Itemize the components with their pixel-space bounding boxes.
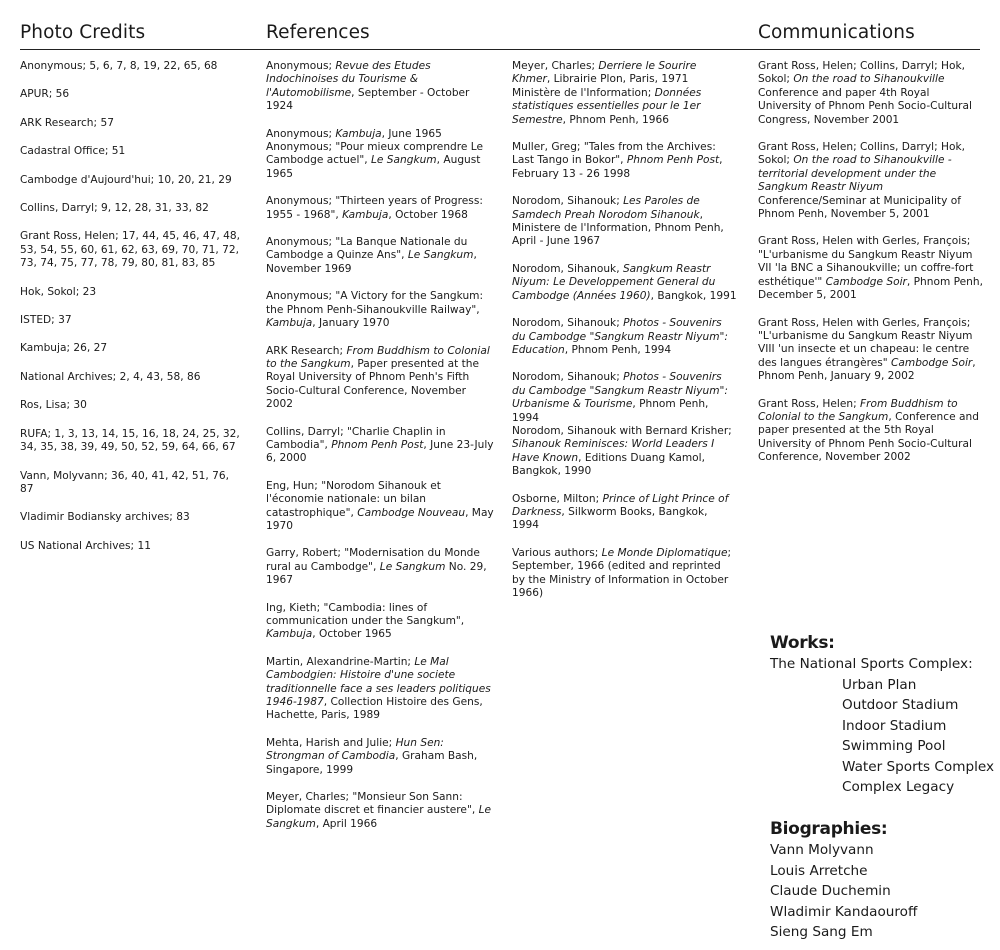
reference-details: , Silkworm Books, Bangkok, 1994 [512, 505, 708, 532]
communication-title: Cambodge Soir [825, 275, 907, 288]
reference-author: Norodom, Sihanouk; [512, 317, 624, 330]
reference-title: Derriere le Sourire Khmer [512, 60, 697, 86]
reference-details: , Graham Bash, Singapore, 1999 [266, 750, 478, 776]
credit-item: Ros, Lisa; 30 [20, 399, 87, 412]
reference-title: Hun Sen: Strongman of Cambodia [266, 736, 444, 763]
reference-title: Cambodge Nouveau [357, 506, 466, 519]
works-item: Urban Plan [842, 676, 917, 693]
reference-author: Anonymous; [266, 127, 336, 140]
reference-author: Collins, Darryl; "Charlie Chaplin in Cambodia", [266, 425, 446, 451]
reference-author: Ing, Kieth; "Cambodia: lines of communication under the Sangkum", [266, 601, 465, 627]
communication-title: Cambodge Soir [891, 356, 973, 369]
communication-author: Grant Ross, Helen; Collins, Darryl; Hok, Sokol; [758, 60, 965, 86]
reference-title: Sihanouk Reminisces: World Leaders I Have Known [512, 438, 715, 464]
reference-author: Garry, Robert; "Modernisation du Monde rural au Cambodge", [266, 547, 480, 573]
works-section [770, 632, 1000, 798]
reference-item [266, 426, 496, 466]
biography-item: Louis Arretche [770, 862, 868, 879]
reference-title: Kambuja [342, 208, 389, 221]
works-item: Complex Legacy [842, 779, 955, 795]
works-intro: The National Sports Complex: [770, 656, 973, 672]
references-list-2 [512, 60, 737, 614]
reference-item [266, 345, 496, 412]
reference-details: , Paper presented at the Royal University of Phnom Penh's Fifth Socio-Cultural Conference, November 2002 [266, 357, 479, 411]
biography-item: Vann Molyvann [770, 842, 874, 858]
biography-item: Sieng Sang Em [770, 924, 873, 940]
reference-details: , April 1966 [315, 817, 378, 830]
credit-item: ARK Research; 57 [20, 116, 114, 129]
communications-list [758, 60, 983, 479]
works-title: Works: [770, 633, 835, 653]
reference-title: Les Paroles de Samdech Preah Norodom Sihanouk [512, 195, 700, 221]
reference-author: Osborne, Milton; [512, 492, 603, 505]
reference-details: , February 13 - 26 1998 [512, 154, 723, 180]
reference-item [266, 602, 496, 642]
reference-details: , Bangkok, 1991 [650, 289, 737, 302]
works-item: Water Sports Complex [842, 758, 995, 775]
biographies-title: Biographies: [770, 819, 888, 839]
credit-item: RUFA; 1, 3, 13, 14, 15, 16, 18, 24, 25, 32, 34, 35, 38, 39, 49, 50, 52, 59, 64, 66, 67 [20, 427, 240, 454]
credit-item: Collins, Darryl; 9, 12, 28, 31, 33, 82 [20, 202, 209, 215]
reference-title: Phnom Penh Post [331, 438, 424, 451]
reference-title: Données statistiques essentielles pour le 1er Semestre [512, 86, 702, 126]
reference-details: , October 1965 [312, 628, 392, 641]
reference-details: , November 1969 [266, 249, 477, 275]
reference-item [266, 128, 496, 182]
reference-details: No. 29, 1967 [266, 560, 487, 587]
communication-author: Grant Ross, Helen with Gerles, François; "L'urbanisme du Sangkum Reastr Niyum VII 'la BNC a Sihanoukville; un coffre-fort esthétique'" [758, 235, 974, 288]
communication-author: Grant Ross, Helen with Gerles, François; "L'urbanisme du Sangkum Reastr Niyum VIII 'un insecte et un chapeau: le centre des langues étrangères" [758, 316, 973, 369]
reference-author: Martin, Alexandrine-Martin; [266, 655, 415, 668]
reference-details: , Phnom Penh, 1994 [564, 343, 672, 356]
communication-title: On the road to Sihanoukville - territorial development under the Sangkum Reastr Niyum [758, 154, 952, 194]
reference-item [512, 263, 737, 303]
reference-details: , Librairie Plon, Paris, 1971 [546, 73, 689, 86]
communication-item [758, 141, 983, 221]
works-item: Indoor Stadium [842, 717, 947, 734]
works-list [770, 675, 1000, 798]
communication-details: , Conference and paper presented at the 5th Royal University of Phnom Penh Socio-Cultural Conference, November 2002 [758, 410, 979, 464]
credit-item: Kambuja; 26, 27 [20, 342, 108, 355]
reference-author: Norodom, Sihanouk; [512, 371, 624, 384]
credit-item: Grant Ross, Helen; 17, 44, 45, 46, 47, 48, 53, 54, 55, 60, 61, 62, 63, 69, 70, 71, 72, 73, 74, 75, 77, 78, 79, 80, 81, 83, 85 [20, 230, 240, 270]
reference-title: Le Mal Cambodgien: Histoire d'une societe traditionnelle face a ses leaders politiques 1946-1987 [266, 655, 491, 709]
reference-author: Norodom, Sihanouk, [512, 262, 623, 275]
reference-item [266, 236, 496, 276]
reference-title: Le Sangkum [371, 154, 437, 167]
communication-details: Conference and paper 4th Royal University of Phnom Penh Socio-Cultural Congress, November 2001 [758, 86, 972, 126]
reference-details: , Phnom Penh, 1966 [562, 113, 670, 126]
communication-title: From Buddhism to Colonial to the Sangkum [758, 397, 958, 423]
reference-item [512, 141, 737, 181]
reference-author: Various authors; [512, 546, 602, 559]
header-rule [20, 49, 980, 50]
reference-item [512, 60, 737, 127]
reference-author: Anonymous; "Pour mieux comprendre Le Cambodge actuel", [266, 141, 484, 167]
reference-item [512, 493, 737, 533]
communication-author: Grant Ross, Helen; Collins, Darryl; Hok, Sokol; [758, 141, 965, 167]
reference-item [266, 656, 496, 723]
reference-details: , January 1970 [312, 317, 390, 330]
communication-details: , Phnom Penh, December 5, 2001 [758, 275, 983, 302]
reference-item [266, 290, 496, 330]
reference-item [512, 195, 737, 249]
reference-title: Kambuja [335, 127, 382, 140]
communication-item [758, 398, 983, 465]
reference-item [266, 195, 496, 222]
works-item: Swimming Pool [842, 738, 946, 754]
reference-title: Le Sangkum [379, 560, 446, 573]
reference-details: , Collection Histoire des Gens, Hachette, Paris, 1989 [266, 696, 483, 722]
reference-item [512, 317, 737, 357]
reference-title: Phnom Penh Post [626, 154, 720, 167]
reference-title: Sangkum Reastr Niyum: Le Developpement General du Cambodge (Années 1960) [512, 262, 716, 302]
credit-item: Vann, Molyvann; 36, 40, 41, 42, 51, 76, 87 [20, 469, 229, 495]
reference-title: Le Sangkum [266, 804, 491, 830]
reference-details: , May 1970 [266, 506, 494, 532]
credit-item: APUR; 56 [20, 88, 70, 101]
reference-title: Revue des Etudes Indochinoises du Tourisme & l'Automobilisme [266, 60, 431, 99]
reference-details: , Phnom Penh, 1994 [512, 398, 709, 424]
biographies-list [770, 840, 1000, 943]
reference-author: Anonymous; "A Victory for the Sangkum: the Phnom Penh-Sihanoukville Railway", [266, 290, 484, 316]
reference-item [512, 547, 737, 601]
communication-details: Conference/Seminar at Municipality of Phnom Penh, November 5, 2001 [758, 194, 961, 221]
reference-author: Meyer, Charles; "Monsieur Son Sann: Diplomate discret et financier austere", [266, 791, 479, 817]
reference-author: Eng, Hun; "Norodom Sihanouk et l'économie nationale: un bilan catastrophique", [266, 479, 441, 519]
credit-item: US National Archives; 11 [20, 539, 151, 552]
references-list-1 [266, 60, 496, 845]
reference-details: , Ministere de l'Information, Phnom Penh, April - June 1967 [512, 208, 724, 248]
reference-title: From Buddhism to Colonial to the Sangkum [266, 344, 490, 370]
communication-item [758, 317, 983, 384]
reference-item [266, 737, 496, 777]
reference-item [512, 371, 737, 478]
photo-credits-list [20, 60, 245, 568]
communication-author: Grant Ross, Helen; [758, 397, 861, 410]
communication-details: , Phnom Penh, January 9, 2002 [758, 356, 976, 383]
reference-details: , October 1968 [388, 208, 468, 221]
references-heading: References [266, 22, 370, 43]
communication-item [758, 235, 983, 302]
credit-item: Vladimir Bodiansky archives; 83 [20, 511, 190, 524]
reference-author: Norodom, Sihanouk; [512, 195, 624, 208]
communication-item [758, 60, 983, 127]
biographies-section [770, 818, 1000, 943]
reference-author: Mehta, Harish and Julie; [266, 736, 396, 749]
credit-item: Cambodge d'Aujourd'hui; 10, 20, 21, 29 [20, 173, 232, 186]
reference-title: Kambuja [266, 317, 313, 330]
credit-item: Anonymous; 5, 6, 7, 8, 19, 22, 65, 68 [20, 60, 218, 72]
reference-details: , June 1965 [381, 127, 442, 140]
reference-author: Anonymous; "Thirteen years of Progress: 1955 - 1968", [266, 195, 483, 221]
reference-item [266, 547, 496, 587]
reference-item [266, 60, 496, 114]
reference-author: Anonymous; [266, 60, 336, 72]
reference-author: Norodom, Sihanouk with Bernard Krisher; [512, 424, 732, 437]
credit-item: Hok, Sokol; 23 [20, 285, 97, 298]
reference-item [266, 791, 496, 831]
reference-title: Kambuja [266, 628, 313, 641]
biography-item: Wladimir Kandaouroff [770, 903, 918, 920]
reference-author: Muller, Greg; "Tales from the Archives: Last Tango in Bokor", [512, 141, 716, 167]
biography-item: Claude Duchemin [770, 883, 891, 899]
communications-heading: Communications [758, 22, 915, 43]
reference-details: , Editions Duang Kamol, Bangkok, 1990 [512, 451, 705, 478]
reference-author: Anonymous; "La Banque Nationale du Cambodge a Quinze Ans", [266, 236, 468, 262]
reference-author: Meyer, Charles; [512, 60, 599, 72]
reference-author: ARK Research; [266, 344, 347, 357]
communication-title: On the road to Sihanoukville [793, 73, 945, 86]
reference-title: Prince of Light Prince of Darkness [512, 492, 729, 518]
reference-details: , September - October 1924 [266, 86, 470, 113]
reference-author: Ministère de l'Information; [512, 86, 655, 99]
reference-title: Photos - Souvenirs du Cambodge "Sangkum Reastr Niyum": Urbanisme & Tourisme [512, 371, 728, 411]
photo-credits-heading: Photo Credits [20, 22, 146, 43]
reference-details: , August 1965 [266, 154, 481, 180]
reference-title: Le Monde Diplomatique [601, 546, 728, 559]
credit-item: National Archives; 2, 4, 43, 58, 86 [20, 370, 201, 383]
credit-item: ISTED; 37 [20, 314, 72, 327]
reference-title: Le Sangkum [407, 249, 474, 262]
credit-item: Cadastral Office; 51 [20, 145, 126, 158]
reference-item [266, 480, 496, 534]
reference-details: , June 23-July 6, 2000 [266, 438, 494, 465]
reference-details: ; September, 1966 (edited and reprinted by the Ministry of Information in October 1966) [512, 546, 732, 599]
works-item: Outdoor Stadium [842, 697, 959, 713]
reference-title: Photos - Souvenirs du Cambodge "Sangkum Reastr Niyum": Education [512, 317, 728, 356]
